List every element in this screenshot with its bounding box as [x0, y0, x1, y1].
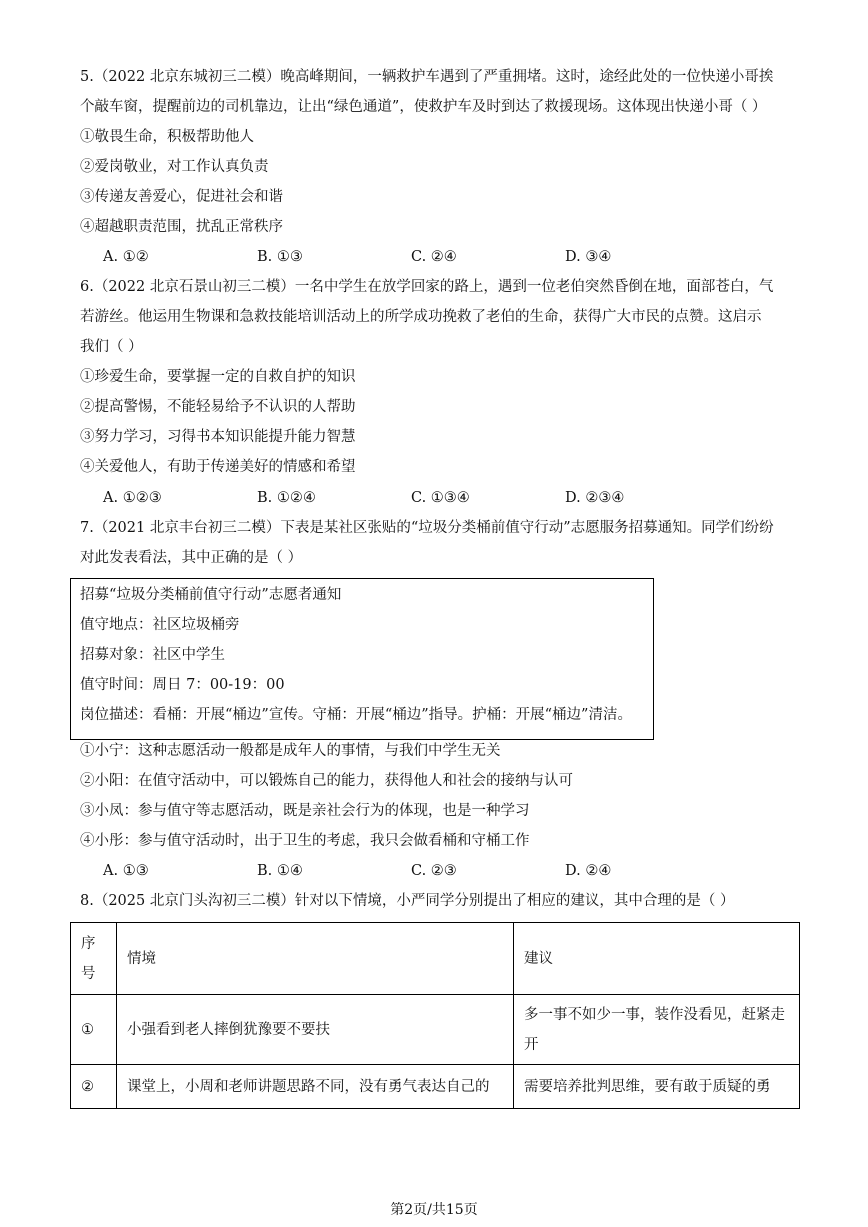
q6-item-4: ④关爱他人，有助于传递美好的情感和希望: [80, 459, 356, 475]
q7-option-b[interactable]: B. ①④: [257, 863, 303, 879]
notice-time: 值守时间：周日 7：00-19：00: [80, 677, 285, 693]
row1-advice: [514, 995, 800, 1065]
q7-item-1: ①小宁：这种志愿活动一般都是成年人的事情，与我们中学生无关: [80, 743, 501, 759]
notice-description: 岗位描述：看桶：开展“桶边”宣传。守桶：开展“桶边”指导。护桶：开展“桶边”清洁。: [80, 707, 632, 723]
q5-item-4: ④超越职责范围，扰乱正常秩序: [80, 219, 283, 235]
notice-target: 招募对象：社区中学生: [80, 647, 225, 663]
table-row: [71, 995, 800, 1065]
q6-option-b[interactable]: B. ①②④: [257, 490, 316, 506]
notice-location: 值守地点：社区垃圾桶旁: [80, 617, 240, 633]
row2-situation: 课堂上，小周和老师讲题思路不同，没有勇气表达自己的: [117, 1065, 514, 1109]
q6-options: [103, 488, 719, 508]
q5-item-2: ②爱岗敬业，对工作认真负责: [80, 159, 269, 175]
q6-option-a[interactable]: A. ①②③: [103, 490, 162, 506]
row1-no: ①: [71, 995, 117, 1065]
row1-situation: 小强看到老人摔倒犹豫要不要扶: [117, 995, 514, 1065]
q5-option-a[interactable]: A. ①②: [103, 249, 149, 265]
q7-item-2: ②小阳：在值守活动中，可以锻炼自己的能力，获得他人和社会的接纳与认可: [80, 773, 573, 789]
q6-option-d[interactable]: D. ②③④: [565, 490, 625, 506]
row2-advice: 需要培养批判思维，要有敢于质疑的勇: [514, 1065, 800, 1109]
q6-option-c[interactable]: C. ①③④: [411, 490, 470, 506]
header-no-line1: 序: [81, 935, 96, 952]
q6-stem-line-3: 我们（ ）: [80, 339, 143, 355]
q5-stem-line-1: 5.（2022 北京东城初三二模）晚高峰期间，一辆救护车遇到了严重拥堵。这时，途经此处的一位快递小哥挨: [80, 69, 774, 85]
q6-stem-line-2: 若游丝。他运用生物课和急救技能培训活动上的所学成功挽救了老伯的生命，获得广大市民的点赞。这启示: [80, 309, 762, 325]
q7-stem-line-1: 7.（2021 北京丰台初三二模）下表是某社区张贴的“垃圾分类桶前值守行动”志愿服务招募通知。同学们纷纷: [80, 520, 774, 536]
q5-item-3: ③传递友善爱心，促进社会和谐: [80, 189, 283, 205]
header-situation: 情境: [117, 923, 514, 995]
page-footer: 第2页/共15页: [390, 1202, 478, 1218]
row1-advice-line1: 多一事不如少一事，装作没看见，赶紧走: [524, 1006, 785, 1023]
q5-option-d[interactable]: D. ③④: [565, 249, 612, 265]
header-no: [71, 923, 117, 995]
q5-item-1: ①敬畏生命，积极帮助他人: [80, 129, 254, 145]
q7-notice-box: [70, 578, 654, 740]
q6-item-3: ③努力学习，习得书本知识能提升能力智慧: [80, 429, 356, 445]
q8-table: [70, 922, 800, 1109]
header-no-line2: 号: [81, 965, 96, 982]
row2-no: ②: [71, 1065, 117, 1109]
q7-option-d[interactable]: D. ②④: [565, 863, 612, 879]
q7-item-4: ④小彤：参与值守活动时，出于卫生的考虑，我只会做看桶和守桶工作: [80, 833, 530, 849]
row1-advice-line2: 开: [524, 1036, 539, 1053]
table-row: [71, 1065, 800, 1109]
q8-table-header: [71, 923, 800, 995]
q6-stem-line-1: 6.（2022 北京石景山初三二模）一名中学生在放学回家的路上，遇到一位老伯突然昏倒在地，面部苍白，气: [80, 279, 774, 295]
q7-option-a[interactable]: A. ①③: [103, 863, 149, 879]
q6-item-2: ②提高警惕，不能轻易给予不认识的人帮助: [80, 399, 356, 415]
q7-options: [103, 861, 719, 881]
q7-item-3: ③小凤：参与值守等志愿活动，既是亲社会行为的体现，也是一种学习: [80, 803, 530, 819]
q5-option-c[interactable]: C. ②④: [411, 249, 457, 265]
q5-option-b[interactable]: B. ①③: [257, 249, 303, 265]
q7-option-c[interactable]: C. ②③: [411, 863, 457, 879]
notice-title: 招募“垃圾分类桶前值守行动”志愿者通知: [80, 587, 342, 603]
header-advice: 建议: [514, 923, 800, 995]
q5-stem-line-2: 个敲车窗，提醒前边的司机靠边，让出“绿色通道”，使救护车及时到达了救援现场。这体现出快递小哥（ ）: [80, 99, 767, 115]
q6-item-1: ①珍爱生命，要掌握一定的自救自护的知识: [80, 369, 356, 385]
q8-stem: 8.（2025 北京门头沟初三二模）针对以下情境，小严同学分别提出了相应的建议，其中合理的是（ ）: [80, 893, 735, 909]
q5-options: [103, 247, 719, 267]
q7-stem-line-2: 对此发表看法，其中正确的是（ ）: [80, 550, 303, 566]
